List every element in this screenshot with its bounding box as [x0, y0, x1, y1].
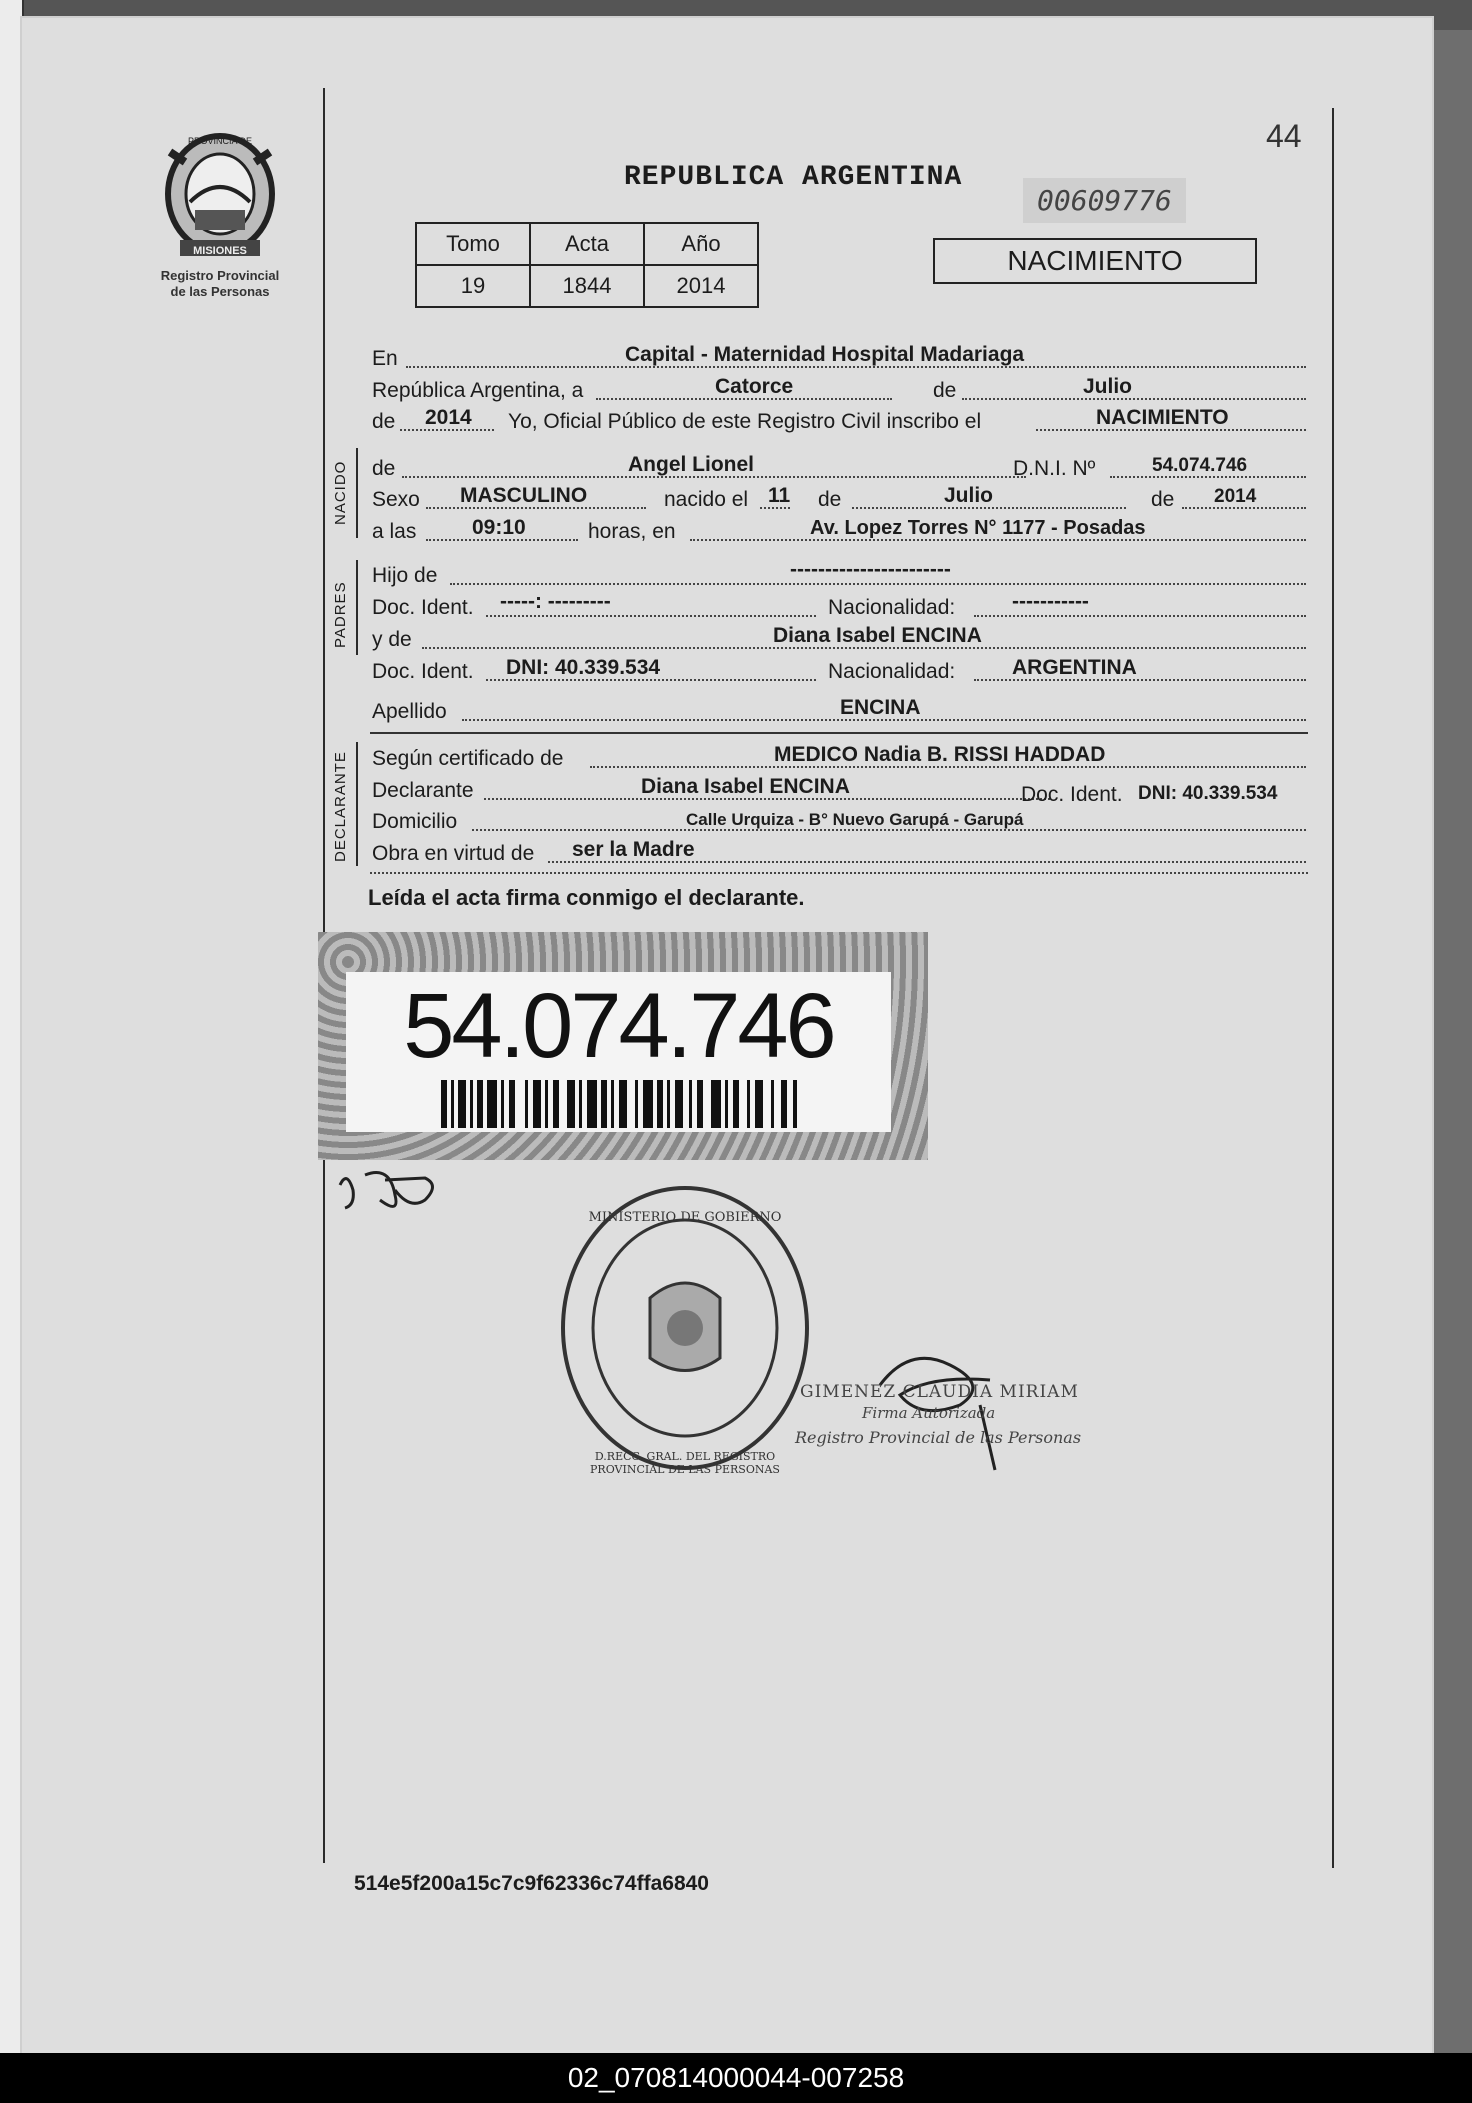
declarante-bracket: [356, 742, 358, 866]
table-value-tomo: 19: [416, 265, 530, 307]
label-en: En: [372, 347, 398, 370]
value-doc2: DNI: 40.339.534: [506, 656, 661, 679]
value-nacido-anio: 2014: [1214, 486, 1257, 507]
label-doc1: Doc. Ident.: [372, 596, 474, 619]
table-header-acta: Acta: [530, 223, 644, 265]
label-hijo: Hijo de: [372, 564, 438, 587]
value-sexo: MASCULINO: [460, 484, 588, 507]
value-doc1: -----: ---------: [500, 590, 611, 613]
value-obra: ser la Madre: [572, 838, 695, 861]
barcode-number: 54.074.746: [403, 975, 834, 1077]
right-margin-line: [1332, 108, 1334, 1868]
value-apellido: ENCINA: [840, 696, 921, 719]
value-nacido-mes: Julio: [944, 484, 994, 507]
label-horas: horas, en: [588, 520, 676, 543]
value-lugar: Av. Lopez Torres N° 1177 - Posadas: [810, 517, 1146, 539]
barcode-sticker: [318, 932, 928, 1160]
logo-caption: [140, 268, 300, 300]
label-declarante: Declarante: [372, 779, 474, 802]
label-certificado: Según certificado de: [372, 747, 564, 770]
value-dia-texto: Catorce: [715, 375, 794, 398]
section-label-nacido: NACIDO: [332, 460, 349, 525]
provincial-logo: [150, 132, 290, 267]
label-de: de: [933, 379, 957, 402]
label-doc-decl: Doc. Ident.: [1021, 783, 1123, 806]
value-domicilio: Calle Urquiza - B° Nuevo Garupá - Garupá: [686, 810, 1024, 829]
label-yo: Yo, Oficial Público de este Registro Civil inscribo el: [508, 410, 982, 433]
field-row-domicilio: [370, 808, 1308, 836]
label-de-nombre: de: [372, 457, 396, 480]
field-row-certificado: [370, 745, 1308, 773]
official-role: Firma Autorizada: [862, 1404, 996, 1422]
serial-number: 00609776: [1023, 178, 1186, 223]
label-de-anio: de: [372, 410, 396, 433]
label-obra: Obra en virtud de: [372, 842, 535, 865]
field-row-hora: [370, 518, 1308, 546]
label-alas: a las: [372, 520, 417, 543]
field-row-hijo: [370, 558, 1308, 590]
misiones-emblem-icon: [150, 132, 290, 262]
label-nacido: nacido el: [664, 488, 749, 511]
official-org: Registro Provincial de las Personas: [795, 1428, 1082, 1447]
label-de-anio2: de: [1151, 488, 1175, 511]
field-row-sexo: [370, 486, 1308, 514]
field-row-doc2: [370, 658, 1308, 686]
label-yde: y de: [372, 628, 412, 651]
value-anio: 2014: [425, 406, 472, 429]
field-row-apellido: [370, 698, 1308, 726]
official-name: GIMENEZ CLAUDIA MIRIAM: [800, 1382, 1079, 1402]
field-row-doc1: [370, 590, 1308, 622]
document-title: REPUBLICA ARGENTINA: [624, 162, 963, 193]
logo-arc-text: PROVINCIA DE: [187, 136, 252, 146]
logo-caption-line1: Registro Provincial: [160, 268, 280, 283]
table-header-tomo: Tomo: [416, 223, 530, 265]
field-row-inscribo: [370, 408, 1308, 436]
barcode-icon: [441, 1080, 801, 1128]
record-table: [415, 222, 759, 308]
field-row-madre: [370, 626, 1308, 654]
section-label-padres: PADRES: [332, 581, 349, 648]
page-number: 44: [1266, 118, 1302, 154]
section-divider: [370, 732, 1308, 734]
label-de-mes: de: [818, 488, 842, 511]
closing-line: [370, 872, 1308, 874]
label-sexo: Sexo: [372, 488, 420, 511]
declarant-signature-icon: [335, 1160, 445, 1220]
scan-footer-id: 02_070814000044-007258: [0, 2053, 1472, 2103]
record-type-box: NACIMIENTO: [933, 238, 1257, 284]
field-row-obra: [370, 840, 1308, 868]
label-dni: D.N.I. Nº: [1013, 457, 1096, 480]
value-nacido-dia: 11: [768, 484, 791, 507]
logo-caption-line2: de las Personas: [170, 284, 270, 299]
stamp-inner-text: MINISTERIO DE GOBIERNO: [588, 1210, 782, 1225]
stamp-ring-text: D.RECC. GRAL. DEL REGISTRO PROVINCIAL DE LAS PERSONAS: [590, 1450, 780, 1476]
barcode-label: [346, 972, 891, 1132]
value-nombre: Angel Lionel: [628, 453, 754, 476]
field-row-en: [370, 345, 1308, 373]
logo-name: MISIONES: [193, 245, 247, 257]
label-nac1: Nacionalidad:: [828, 596, 956, 619]
value-dni: 54.074.746: [1152, 455, 1248, 476]
closing-statement: Leída el acta firma conmigo el declarante.: [368, 885, 805, 910]
section-label-declarante: DECLARANTE: [332, 751, 349, 862]
table-header-anio: Año: [644, 223, 758, 265]
label-republica: República Argentina, a: [372, 379, 584, 402]
value-inscribo: NACIMIENTO: [1096, 406, 1229, 429]
value-mes: Julio: [1083, 375, 1133, 398]
label-doc2: Doc. Ident.: [372, 660, 474, 683]
label-nac2: Nacionalidad:: [828, 660, 956, 683]
value-declarante: Diana Isabel ENCINA: [641, 775, 850, 798]
field-row-declarante: [370, 777, 1308, 805]
value-madre: Diana Isabel ENCINA: [773, 624, 982, 647]
table-value-anio: 2014: [644, 265, 758, 307]
label-apellido: Apellido: [372, 700, 447, 723]
value-doc-decl: DNI: 40.339.534: [1138, 783, 1278, 804]
value-certificado: MEDICO Nadia B. RISSI HADDAD: [774, 743, 1106, 766]
page-edge: [0, 0, 24, 2053]
value-hora: 09:10: [472, 516, 526, 539]
field-row-nombre: [370, 455, 1308, 483]
field-row-republica: [370, 377, 1308, 405]
table-value-acta: 1844: [530, 265, 644, 307]
value-hijo: -----------------------: [790, 558, 951, 581]
value-nac1: -----------: [1012, 590, 1089, 613]
padres-bracket: [356, 560, 358, 655]
value-nac2: ARGENTINA: [1012, 656, 1137, 679]
label-domicilio: Domicilio: [372, 810, 458, 833]
nacido-bracket: [356, 448, 358, 538]
value-en: Capital - Maternidad Hospital Madariaga: [625, 343, 1025, 366]
document-hash: 514e5f200a15c7c9f62336c74ffa6840: [354, 1872, 709, 1895]
